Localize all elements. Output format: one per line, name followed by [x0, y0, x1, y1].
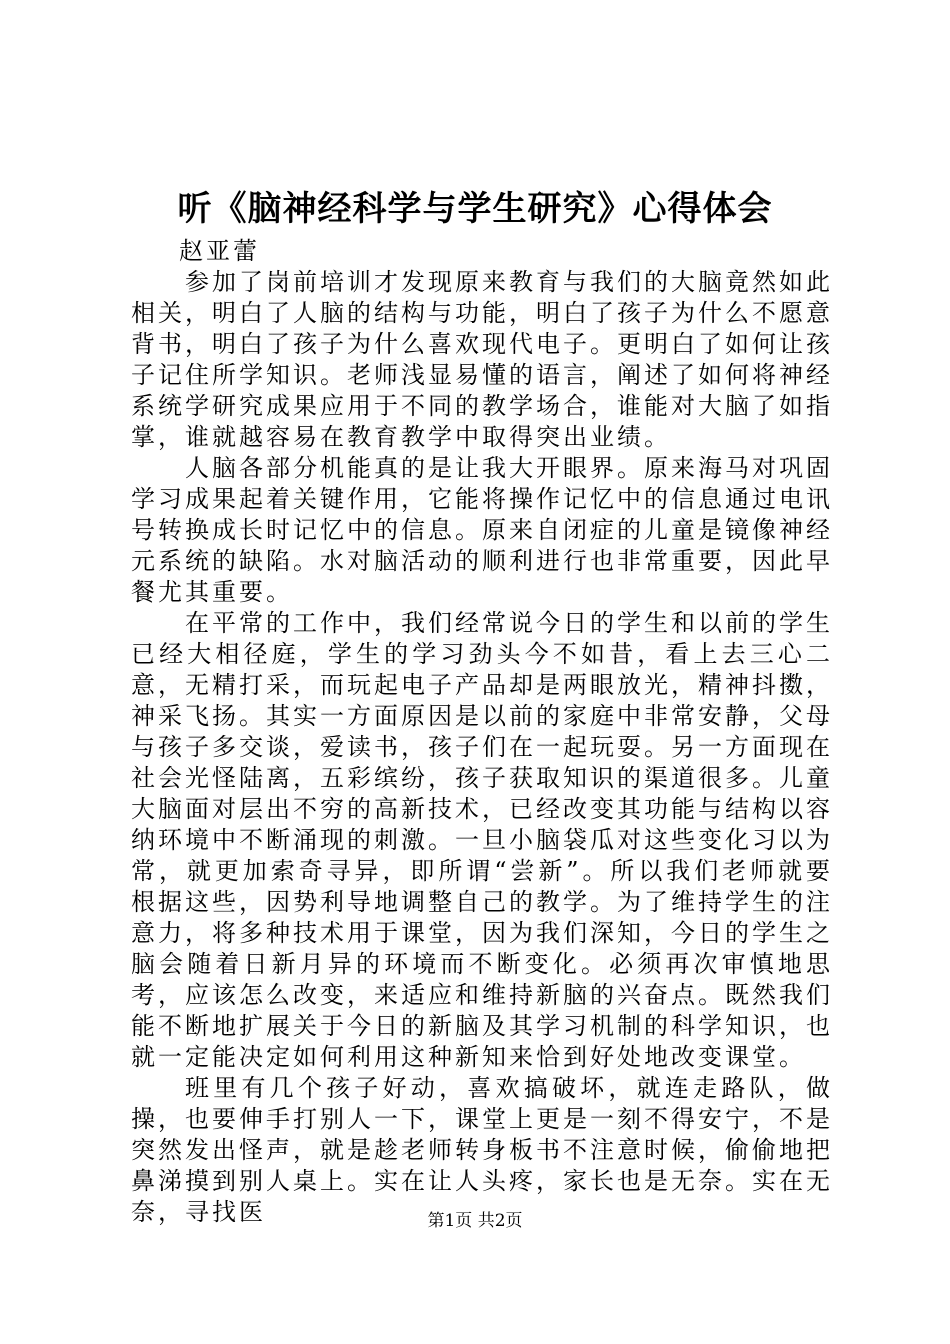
paragraph-3: 在平常的工作中，我们经常说今日的学生和以前的学生已经大相径庭，学生的学习劲头今不如昔，看上去三心二意，无精打采，而玩起电子产品却是两眼放光，精神抖擞，神采飞扬。其实一方面原因是以前的家庭中非常安静，父母与孩子多交谈，爱读书，孩子们在一起玩耍。另一方面现在社会光怪陆离，五彩缤纷，孩子获取知识的渠道很多。儿童大脑面对层出不穷的高新技术，已经改变其功能与结构以容纳环境中不断涌现的刺激。一旦小脑袋瓜对这些变化习以为常，就更加索奇寻异，即所谓“尝新”。所以我们老师就要根据这些，因势利导地调整自己的教学。为了维持学生的注意力，将多种技术用于课堂，因为我们深知，今日的学生之脑会随着日新月异的环境而不断变化。必须再次审慎地思考，应该怎么改变，来适应和维持新脑的兴奋点。既然我们能不断地扩展关于今日的新脑及其学习机制的科学知识，也就一定能决定如何利用这种新知来恰到好处地改变课堂。: [131, 609, 833, 1071]
page-number-footer: 第1页 共2页: [427, 1211, 523, 1231]
author-name: 赵亚蕾: [179, 237, 260, 265]
document-body: [131, 236, 833, 1228]
paragraph-1: 参加了岗前培训才发现原来教育与我们的大脑竟然如此相关，明白了人脑的结构与功能，明白了孩子为什么不愿意背书，明白了孩子为什么喜欢现代电子。更明白了如何让孩子记住所学知识。老师浅显易懂的语言，阐述了如何将神经系统学研究成果应用于不同的教学场合，谁能对大脑了如指掌，谁就越容易在教育教学中取得突出业绩。: [131, 268, 833, 451]
paragraph-2: 人脑各部分机能真的是让我大开眼界。原来海马对巩固学习成果起着关键作用，它能将操作记忆中的信息通过电讯号转换成长时记忆中的信息。原来自闭症的儿童是镜像神经元系统的缺陷。水对脑活动的顺利进行也非常重要，因此早餐尤其重要。: [131, 454, 833, 606]
paragraph-4: 班里有几个孩子好动，喜欢搞破坏，就连走路队，做操，也要伸手打别人一下，课堂上更是一刻不得安宁，不是突然发出怪声，就是趁老师转身板书不注意时候，偷偷地把鼻涕摸到别人桌上。实在让人头疼，家长也是无奈。实在无奈，寻找医: [131, 1074, 833, 1226]
document-title: 听《脑神经科学与学生研究》心得体会: [177, 189, 773, 229]
